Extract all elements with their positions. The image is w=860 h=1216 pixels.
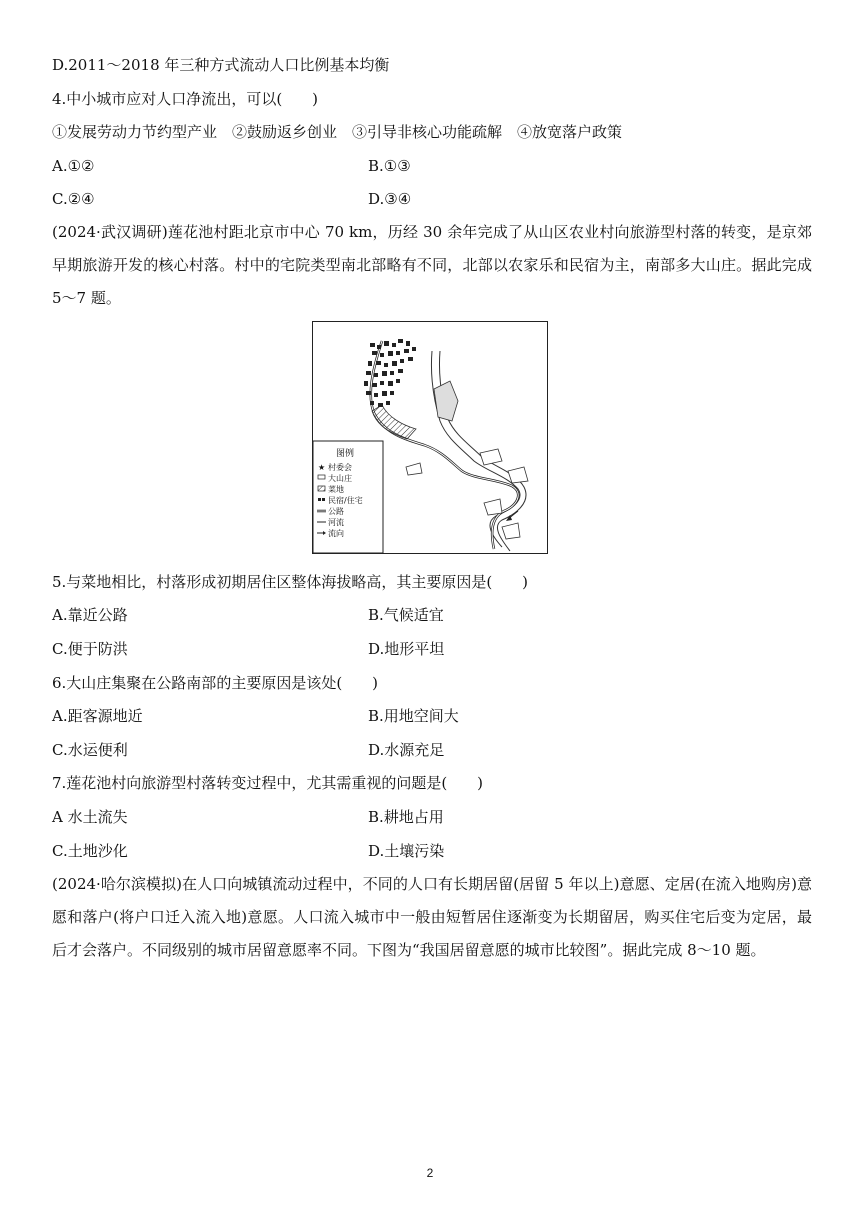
intro-5-7: (2024·武汉调研)莲花池村距北京市中心 70 km，历经 30 余年完成了从山区农业村向旅游型村落的转变，是京郊早期旅游开发的核心村落。村中的宅院类型南北部略有不同，北部以农家乐和民宿为主，南部多大山庄。据此完成 5～7 题。 (52, 223, 812, 307)
page-number: 2 (426, 1166, 434, 1180)
q5-option-a: A.靠近公路 (52, 606, 128, 624)
legend-item-village-committee: 村委会 (328, 463, 352, 472)
q7-option-b: B.耕地占用 (368, 808, 444, 826)
legend-item-flow-direction: 流向 (328, 529, 344, 538)
q4-option-b: B.①③ (368, 157, 411, 175)
legend-title: 图例 (336, 449, 355, 459)
legend-item-residence: 民宿/住宅 (328, 496, 363, 505)
legend-item-road: 公路 (328, 507, 344, 516)
question-4-items: ①发展劳动力节约型产业 ②鼓励返乡创业 ③引导非核心功能疏解 ④放宽落户政策 (52, 123, 623, 141)
q4-option-d: D.③④ (368, 190, 412, 208)
q7-option-d: D.土壤污染 (368, 842, 445, 860)
q6-option-d: D.水源充足 (368, 741, 445, 759)
q4-option-c: C.②④ (52, 190, 95, 208)
question-6: 6.大山庄集聚在公路南部的主要原因是该处( ) (52, 674, 379, 692)
question-7: 7.莲花池村向旅游型村落转变过程中，尤其需重视的问题是( ) (52, 774, 484, 792)
legend-item-vegetable-field: 菜地 (328, 485, 344, 494)
q5-option-d: D.地形平坦 (368, 640, 445, 658)
q7-option-a: A 水土流失 (52, 808, 128, 826)
question-4: 4.中小城市应对人口净流出，可以( ) (52, 90, 319, 108)
village-map-figure (312, 321, 548, 554)
q4-option-a: A.①② (52, 157, 95, 175)
legend-item-river: 河流 (328, 518, 344, 527)
q7-option-c: C.土地沙化 (52, 842, 128, 860)
svg-text:★: ★ (318, 463, 326, 472)
legend-item-villa: 大山庄 (328, 474, 352, 483)
q6-option-c: C.水运便利 (52, 741, 128, 759)
q6-option-b: B.用地空间大 (368, 707, 459, 725)
q6-option-a: A.距客源地近 (52, 707, 143, 725)
village-map (312, 321, 548, 554)
q5-option-c: C.便于防洪 (52, 640, 128, 658)
option-d-prev: D.2011～2018 年三种方式流动人口比例基本均衡 (52, 56, 390, 74)
intro-8-10: (2024·哈尔滨模拟)在人口向城镇流动过程中，不同的人口有长期居留(居留 5 年以上)意愿、定居(在流入地购房)意愿和落户(将户口迁入流入地)意愿。人口流入城市中一般由短暂居住逐渐变为长期留居，购买住宅后变为定居，最后才会落户。不同级别的城市居留意愿率不同。下图为“我国居留意愿的城市比较图”。据此完成 8～10 题。 (52, 875, 812, 959)
q5-option-b: B.气候适宜 (368, 606, 444, 624)
question-5: 5.与菜地相比，村落形成初期居住区整体海拔略高，其主要原因是( ) (52, 573, 529, 591)
